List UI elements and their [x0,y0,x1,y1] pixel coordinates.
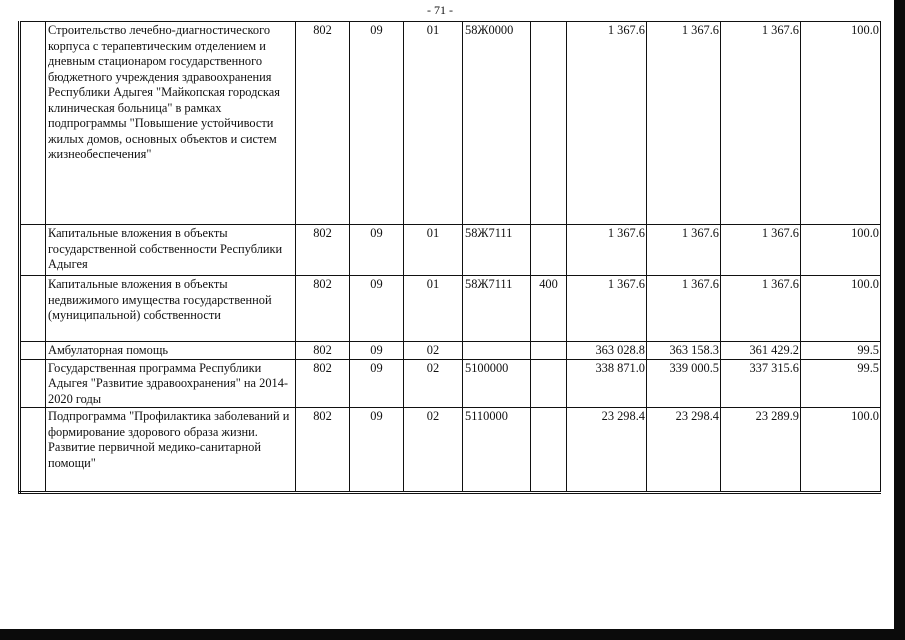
execution-percent-cell: 100.0 [801,22,881,225]
section-code-cell: 09 [350,342,404,360]
expense-type-cell: 400 [531,276,567,342]
row-marker-cell [20,225,46,276]
table-row [20,359,881,408]
plan-amount-cell: 363 028.8 [567,342,647,360]
scan-edge-right [894,0,905,640]
plan-amount-cell: 1 367.6 [567,225,647,276]
target-article-cell: 5110000 [463,408,531,493]
item-name-cell: Капитальные вложения в объекты государственной собственности Республики Адыгея [46,225,296,276]
ministry-code-cell: 802 [296,276,350,342]
plan-amount-cell: 1 367.6 [567,276,647,342]
subsection-code-cell: 01 [404,225,463,276]
executed-amount-cell: 23 289.9 [721,408,801,493]
execution-percent-cell: 99.5 [801,342,881,360]
target-article-cell: 5100000 [463,359,531,408]
subsection-code-cell: 01 [404,22,463,225]
section-code-cell: 09 [350,225,404,276]
page-number: - 71 - [427,3,453,17]
table-row [20,225,881,276]
section-code-cell: 09 [350,276,404,342]
plan-amount-cell: 1 367.6 [567,22,647,225]
plan-amount-cell: 338 871.0 [567,359,647,408]
adjusted-plan-amount-cell: 23 298.4 [647,408,721,493]
expense-type-cell [531,359,567,408]
executed-amount-cell: 1 367.6 [721,225,801,276]
ministry-code-cell: 802 [296,225,350,276]
row-marker-cell [20,22,46,225]
ministry-code-cell: 802 [296,22,350,225]
row-marker-cell [20,276,46,342]
adjusted-plan-amount-cell: 1 367.6 [647,276,721,342]
executed-amount-cell: 1 367.6 [721,276,801,342]
item-name-cell: Строительство лечебно-диагностического корпуса с терапевтическим отделением и дневным стационаром государственного бюджетного учреждения здравоохранения Республики Адыгея "Майкопская городская клиническая больница" в рамках подпрограммы "Повышение устойчивости жилых домов, основных объектов и систем жизнеобеспечения" [46,22,296,225]
execution-percent-cell: 100.0 [801,276,881,342]
target-article-cell: 58Ж0000 [463,22,531,225]
expense-type-cell [531,22,567,225]
item-name-cell: Амбулаторная помощь [46,342,296,360]
executed-amount-cell: 1 367.6 [721,22,801,225]
target-article-cell [463,342,531,360]
table-row [20,408,881,493]
target-article-cell: 58Ж7111 [463,225,531,276]
expense-type-cell [531,342,567,360]
execution-percent-cell: 100.0 [801,408,881,493]
target-article-cell: 58Ж7111 [463,276,531,342]
adjusted-plan-amount-cell: 1 367.6 [647,22,721,225]
adjusted-plan-amount-cell: 339 000.5 [647,359,721,408]
execution-percent-cell: 99.5 [801,359,881,408]
section-code-cell: 09 [350,22,404,225]
section-code-cell: 09 [350,408,404,493]
expense-type-cell [531,225,567,276]
subsection-code-cell: 01 [404,276,463,342]
budget-table [18,21,881,494]
subsection-code-cell: 02 [404,359,463,408]
table-row [20,22,881,225]
ministry-code-cell: 802 [296,342,350,360]
item-name-cell: Государственная программа Республики Адыгея "Развитие здравоохранения" на 2014-2020 годы [46,359,296,408]
scan-edge-bottom [0,629,905,640]
expense-type-cell [531,408,567,493]
adjusted-plan-amount-cell: 1 367.6 [647,225,721,276]
execution-percent-cell: 100.0 [801,225,881,276]
adjusted-plan-amount-cell: 363 158.3 [647,342,721,360]
subsection-code-cell: 02 [404,408,463,493]
subsection-code-cell: 02 [404,342,463,360]
item-name-cell: Капитальные вложения в объекты недвижимого имущества государственной (муниципальной) собственности [46,276,296,342]
row-marker-cell [20,408,46,493]
ministry-code-cell: 802 [296,408,350,493]
executed-amount-cell: 337 315.6 [721,359,801,408]
plan-amount-cell: 23 298.4 [567,408,647,493]
executed-amount-cell: 361 429.2 [721,342,801,360]
row-marker-cell [20,359,46,408]
section-code-cell: 09 [350,359,404,408]
table-row [20,276,881,342]
table-row [20,342,881,360]
row-marker-cell [20,342,46,360]
item-name-cell: Подпрограмма "Профилактика заболеваний и формирование здорового образа жизни. Развитие первичной медико-санитарной помощи" [46,408,296,493]
ministry-code-cell: 802 [296,359,350,408]
